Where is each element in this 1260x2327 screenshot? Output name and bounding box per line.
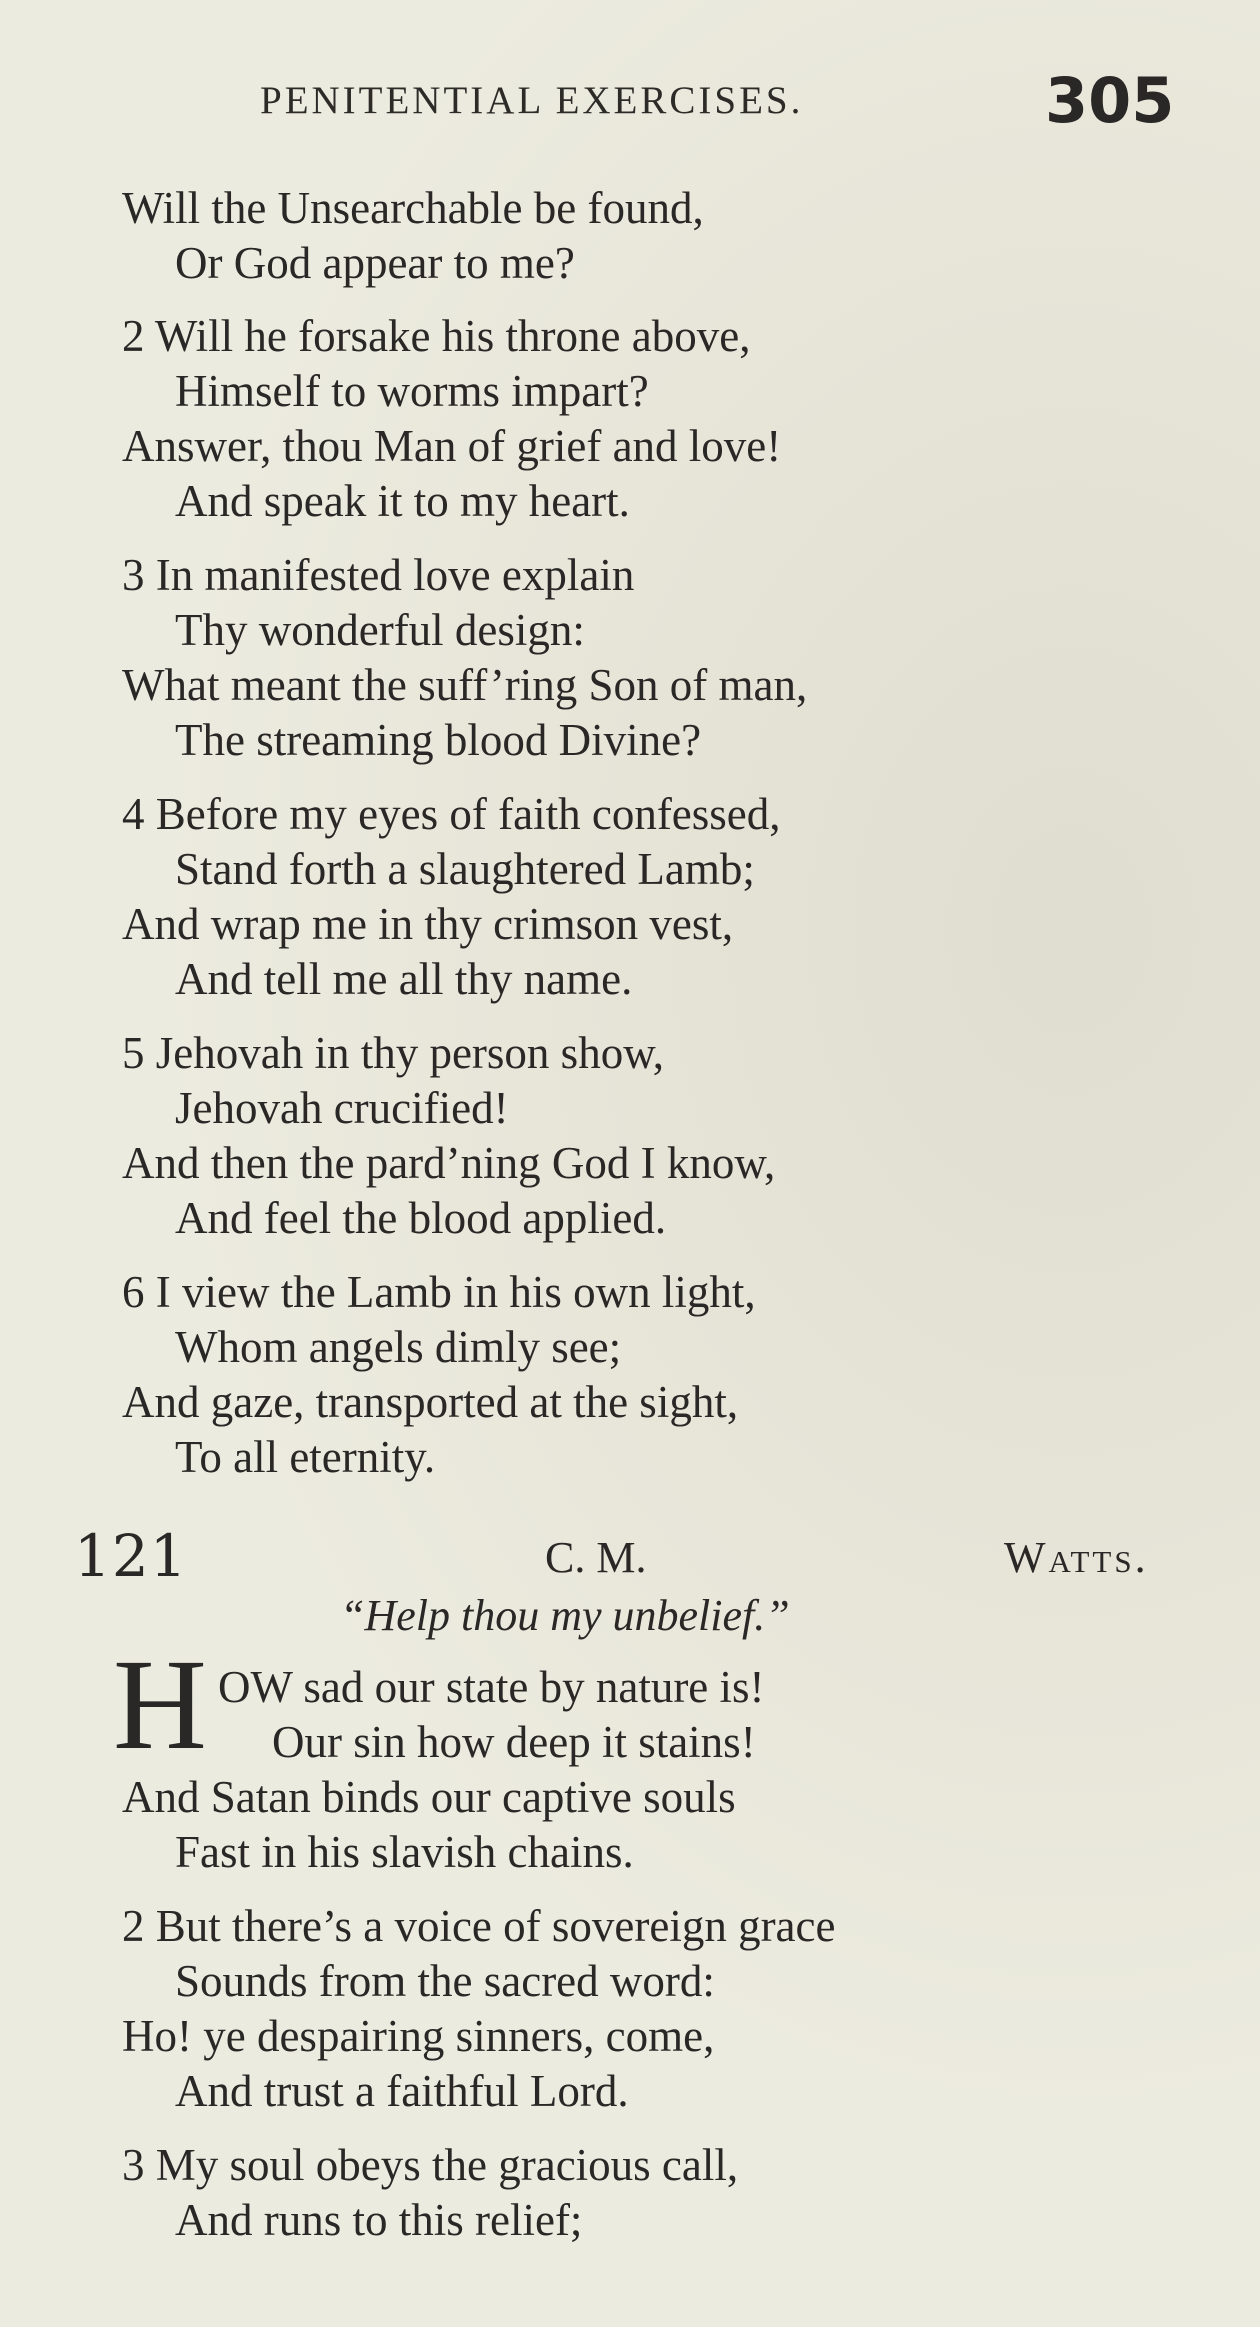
running-head: PENITENTIAL EXERCISES.: [260, 79, 804, 122]
hymn-meter: C. M.: [545, 1533, 647, 1582]
verse-line: Sounds from the sacred word:: [175, 1956, 715, 2006]
verse-line: Fast in his slavish chains.: [175, 1827, 634, 1877]
verse-line: And wrap me in thy crimson vest,: [122, 899, 734, 949]
verse-line: 3 In manifested love explain: [122, 550, 635, 600]
verse-line: 5 Jehovah in thy person show,: [122, 1028, 665, 1078]
verse-line: Stand forth a slaughtered Lamb;: [175, 844, 755, 894]
verse-line: Whom angels dimly see;: [175, 1322, 622, 1372]
hymn-epigraph: “Help thou my unbelief.”: [340, 1591, 790, 1640]
verse-line: And trust a faithful Lord.: [175, 2066, 629, 2116]
page-number: 305: [1045, 64, 1175, 137]
verse-line: The streaming blood Divine?: [175, 715, 702, 765]
hymn-author: Watts.: [1004, 1533, 1149, 1582]
verse-line: Ho! ye despairing sinners, come,: [122, 2011, 715, 2061]
drop-cap: H: [113, 1633, 207, 1777]
verse-line: 6 I view the Lamb in his own light,: [122, 1267, 756, 1317]
verse-line: 4 Before my eyes of faith confessed,: [122, 789, 781, 839]
verse-line: Will the Unsearchable be found,: [122, 183, 704, 233]
verse-line: What meant the suff’ring Son of man,: [122, 660, 808, 710]
verse-line: And gaze, transported at the sight,: [122, 1377, 739, 1427]
verse-line: 3 My soul obeys the gracious call,: [122, 2140, 739, 2190]
verse-line: 2 Will he forsake his throne above,: [122, 311, 751, 361]
verse-line: Our sin how deep it stains!: [272, 1717, 756, 1767]
hymn-number: 121: [74, 1522, 188, 1590]
verse-line: And tell me all thy name.: [175, 954, 633, 1004]
verse-line: 2 But there’s a voice of sovereign grace: [122, 1901, 836, 1951]
verse-line: And speak it to my heart.: [175, 476, 630, 526]
verse-line: Or God appear to me?: [175, 238, 575, 288]
verse-line: And feel the blood applied.: [175, 1193, 667, 1243]
verse-line: And Satan binds our captive souls: [122, 1772, 736, 1822]
verse-line: And then the pard’ning God I know,: [122, 1138, 776, 1188]
verse-line: OW sad our state by nature is!: [218, 1662, 765, 1712]
verse-line: Answer, thou Man of grief and love!: [122, 421, 782, 471]
verse-line: Thy wonderful design:: [175, 605, 585, 655]
verse-line: And runs to this relief;: [175, 2195, 583, 2245]
verse-line: To all eternity.: [175, 1432, 436, 1482]
verse-line: Jehovah crucified!: [175, 1083, 509, 1133]
verse-line: Himself to worms impart?: [175, 366, 649, 416]
